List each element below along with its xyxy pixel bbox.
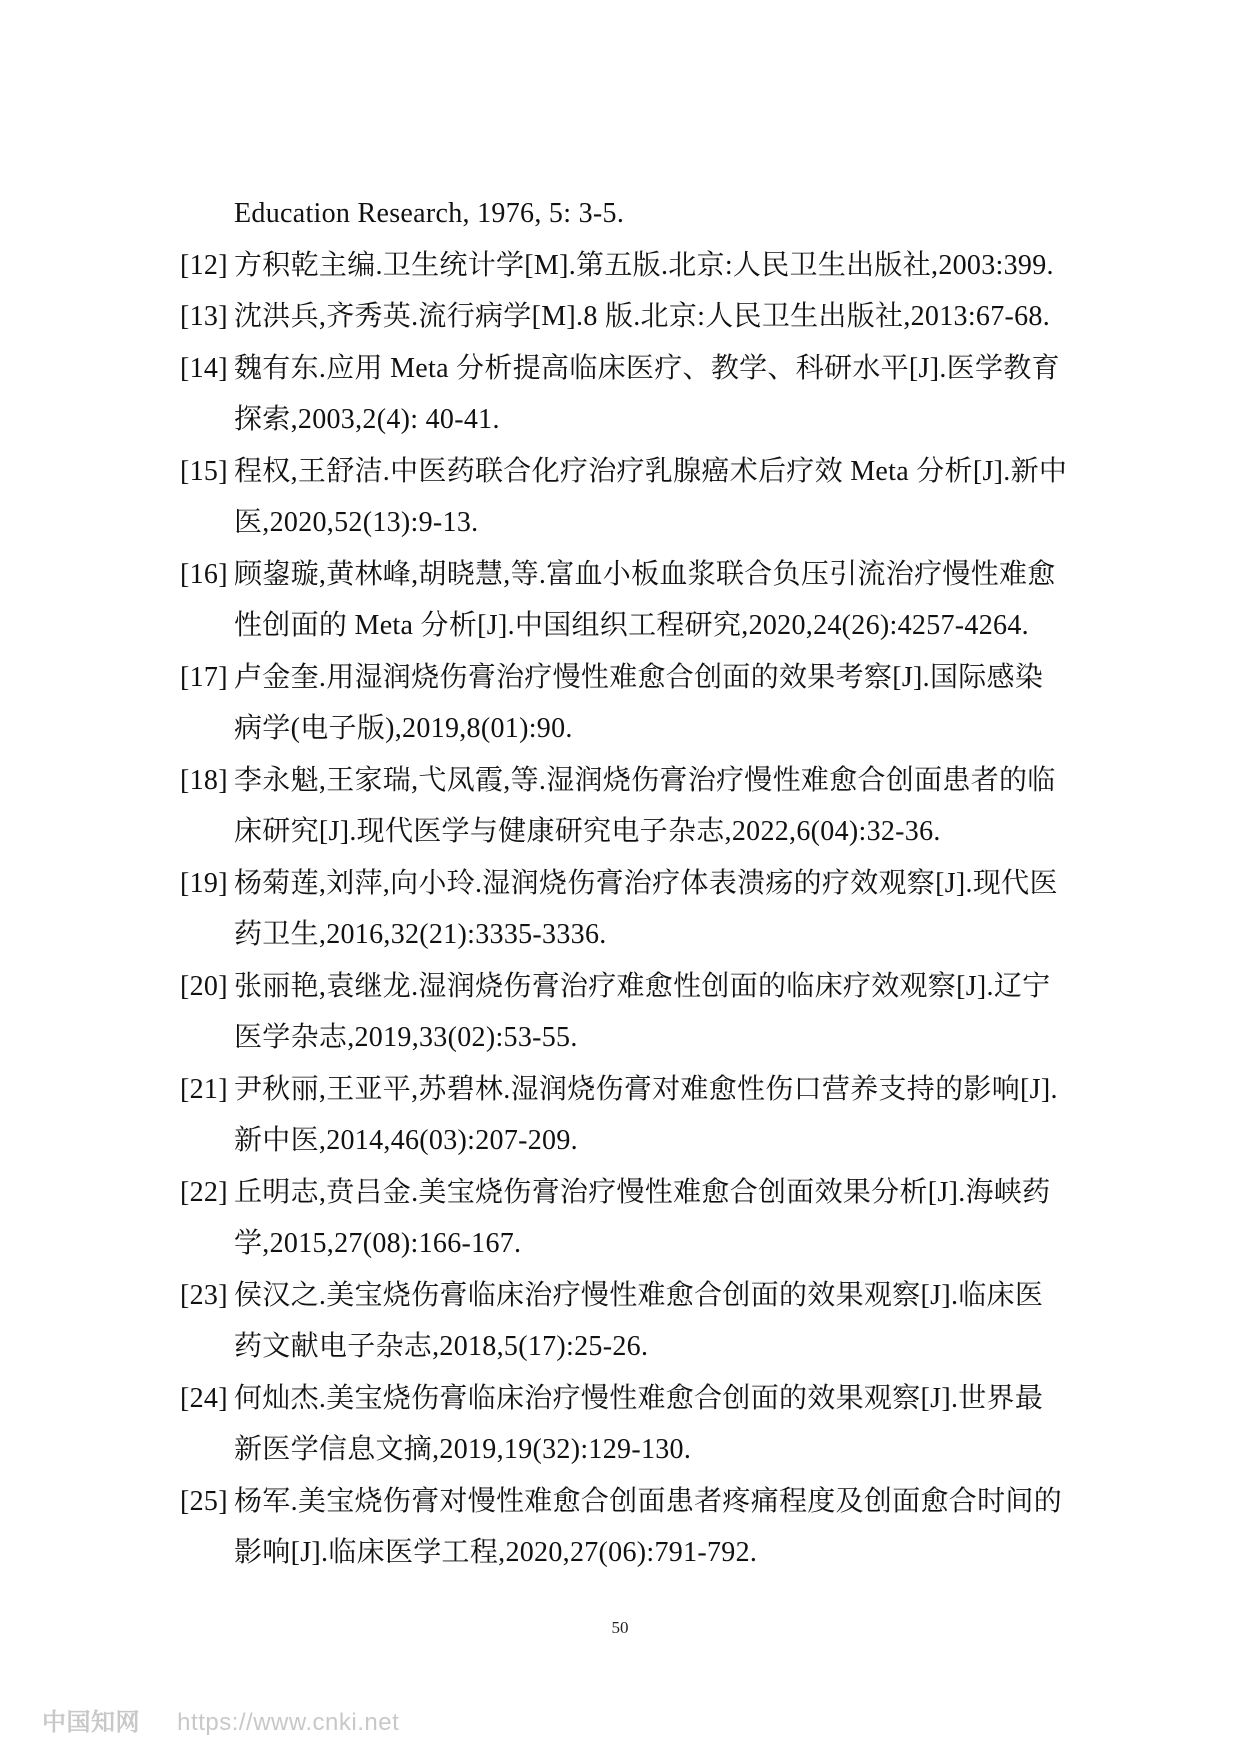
reference-number: [20] [180, 970, 228, 1002]
reference-text-continued: 医学杂志,2019,33(02):53-55. [234, 1022, 578, 1053]
watermark-url: https://www.cnki.net [177, 1709, 400, 1736]
reference-list [180, 188, 1085, 1579]
reference-text-continued: 学,2015,27(08):166-167. [234, 1228, 522, 1259]
reference-item [180, 755, 1085, 858]
reference-item [180, 1373, 1085, 1476]
reference-text: 丘明志,贲吕金.美宝烧伤膏治疗慢性难愈合创面效果分析[J].海峡药 [234, 1176, 1051, 1208]
reference-text-continued: 探索,2003,2(4): 40-41. [234, 404, 500, 435]
reference-text-continued: 病学(电子版),2019,8(01):90. [234, 713, 573, 744]
reference-number: [24] [180, 1382, 228, 1414]
reference-number: [15] [180, 455, 228, 487]
reference-item [180, 446, 1085, 549]
reference-item [180, 291, 1085, 343]
reference-text: 方积乾主编.卫生统计学[M].第五版.北京:人民卫生出版社,2003:399. [234, 249, 1054, 281]
reference-number: [21] [180, 1073, 228, 1105]
reference-text: 尹秋丽,王亚平,苏碧林.湿润烧伤膏对难愈性伤口营养支持的影响[J]. [234, 1073, 1058, 1105]
reference-number: [25] [180, 1485, 228, 1517]
cnki-watermark [42, 1702, 399, 1737]
reference-text: 卢金奎.用湿润烧伤膏治疗慢性难愈合创面的效果考察[J].国际感染 [234, 661, 1044, 693]
reference-text: 沈洪兵,齐秀英.流行病学[M].8 版.北京:人民卫生出版社,2013:67-68. [234, 301, 1051, 332]
reference-text: 李永魁,王家瑞,弋凤霞,等.湿润烧伤膏治疗慢性难愈合创面患者的临 [234, 764, 1056, 796]
reference-text: 侯汉之.美宝烧伤膏临床治疗慢性难愈合创面的效果观察[J].临床医 [234, 1279, 1044, 1311]
reference-item [180, 1167, 1085, 1270]
reference-text: 魏有东.应用 Meta 分析提高临床医疗、教学、科研水平[J].医学教育 [234, 352, 1060, 384]
reference-text: 何灿杰.美宝烧伤膏临床治疗慢性难愈合创面的效果观察[J].世界最 [234, 1382, 1044, 1414]
reference-text-continued: 新中医,2014,46(03):207-209. [234, 1125, 578, 1156]
reference-number: [19] [180, 867, 228, 899]
reference-item [180, 1476, 1085, 1579]
reference-number: [22] [180, 1176, 228, 1208]
reference-item [180, 240, 1085, 292]
reference-item [180, 1270, 1085, 1373]
reference-number: [16] [180, 558, 228, 590]
reference-continuation: Education Research, 1976, 5: 3-5. [234, 198, 625, 229]
reference-text: 张丽艳,袁继龙.湿润烧伤膏治疗难愈性创面的临床疗效观察[J].辽宁 [234, 970, 1051, 1002]
reference-text: 程权,王舒洁.中医药联合化疗治疗乳腺癌术后疗效 Meta 分析[J].新中 [234, 455, 1068, 487]
reference-number: [23] [180, 1279, 228, 1311]
reference-text-continued: 药文献电子杂志,2018,5(17):25-26. [234, 1331, 649, 1362]
reference-text-continued: 床研究[J].现代医学与健康研究电子杂志,2022,6(04):32-36. [234, 816, 941, 847]
reference-text: 杨军.美宝烧伤膏对慢性难愈合创面患者疼痛程度及创面愈合时间的 [234, 1485, 1063, 1517]
reference-text-continued: 新医学信息文摘,2019,19(32):129-130. [234, 1434, 692, 1465]
reference-number: [18] [180, 764, 228, 796]
reference-item [180, 343, 1085, 446]
reference-item [180, 961, 1085, 1064]
reference-text-continued: 性创面的 Meta 分析[J].中国组织工程研究,2020,24(26):4257-4264. [234, 610, 1029, 641]
reference-number: [14] [180, 352, 228, 384]
reference-item [180, 652, 1085, 755]
reference-text-continued: 药卫生,2016,32(21):3335-3336. [234, 919, 607, 950]
reference-number: [13] [180, 301, 228, 332]
reference-item [180, 549, 1085, 652]
reference-text: 杨菊莲,刘萍,向小玲.湿润烧伤膏治疗体表溃疡的疗效观察[J].现代医 [234, 867, 1058, 899]
page-number: 50 [611, 1618, 629, 1637]
watermark-brand: 中国知网 [42, 1709, 140, 1736]
reference-text: 顾鋆璇,黄林峰,胡晓慧,等.富血小板血浆联合负压引流治疗慢性难愈 [234, 558, 1056, 590]
reference-number: [12] [180, 249, 228, 281]
reference-text-continued: 医,2020,52(13):9-13. [234, 507, 479, 538]
reference-number: [17] [180, 661, 228, 693]
reference-text-continued: 影响[J].临床医学工程,2020,27(06):791-792. [234, 1537, 758, 1568]
reference-item [180, 858, 1085, 961]
reference-item [180, 1064, 1085, 1167]
